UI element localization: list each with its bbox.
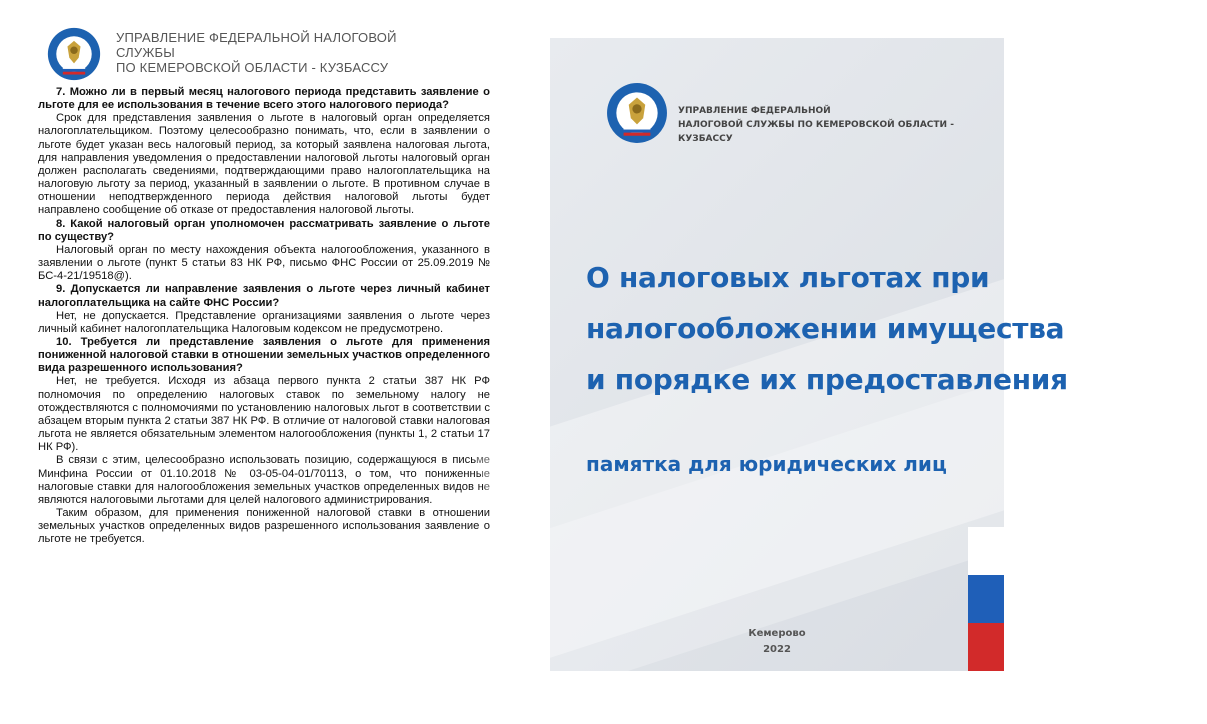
flag-blue-band bbox=[968, 575, 1004, 623]
cover-org-name bbox=[678, 104, 986, 146]
cover-org-line: НАЛОГОВОЙ СЛУЖБЫ ПО КЕМЕРОВСКОЙ ОБЛАСТИ - КУЗБАССУ bbox=[678, 120, 954, 144]
russian-flag-stripe bbox=[968, 527, 1004, 671]
flag-red-band bbox=[968, 623, 1004, 671]
faq-answer: Налоговый орган по месту нахождения объекта налогообложения, указанного в заявлении о льготе (пункт 5 статьи 83 НК РФ, письмо ФНС России от 25.09.2019 № БС-4-21/19518@). bbox=[38, 243, 490, 283]
cover-header bbox=[606, 82, 986, 158]
org-name-line: УПРАВЛЕНИЕ ФЕДЕРАЛЬНОЙ НАЛОГОВОЙ bbox=[116, 30, 397, 45]
faq-answer: Нет, не допускается. Представление организациями заявления о льготе через личный кабинет налогоплательщика Налоговым кодексом не предусмотрено. bbox=[38, 309, 490, 335]
faq-question: 9. Допускается ли направление заявления о льготе через личный кабинет налогоплательщика на сайте ФНС России? bbox=[38, 283, 490, 309]
cover-page bbox=[550, 38, 1068, 671]
faq-question: 10. Требуется ли представление заявления о льготе для применения пониженной налоговой ставки в отношении земельных участков определенного вида разрешенного использования? bbox=[38, 335, 490, 375]
cover-title-line: и порядке их предоставления bbox=[586, 363, 1068, 396]
left-page bbox=[0, 0, 520, 724]
org-name bbox=[116, 30, 446, 75]
org-name-line: ПО КЕМЕРОВСКОЙ ОБЛАСТИ - КУЗБАССУ bbox=[116, 60, 389, 75]
faq-question: 7. Можно ли в первый месяц налогового периода представить заявление о льготе для ее использования в течение всего этого налогового периода? bbox=[38, 86, 490, 112]
left-page-header bbox=[46, 26, 446, 78]
cover-subtitle: памятка для юридических лиц bbox=[586, 452, 947, 476]
cover-title bbox=[586, 252, 1068, 405]
fns-emblem-icon bbox=[46, 26, 102, 82]
cover-title-line: О налоговых льготах при bbox=[586, 261, 990, 294]
faq-answer: Нет, не требуется. Исходя из абзаца первого пункта 2 статьи 387 НК РФ полномочия по определению налоговых ставок по земельному налогу не отождествляются с полномочиями по установлению налоговых льгот в соответствии с абзацем вторым пункта 2 статьи 387 НК РФ. В отличие от налоговой ставки налоговая льгота не является обязательным элементом налогообложения (пункты 1, 2 статьи 17 НК РФ). bbox=[38, 375, 490, 454]
faq-question: 8. Какой налоговый орган уполномочен рассматривать заявление о льготе по существу? bbox=[38, 217, 490, 243]
faq-body bbox=[38, 86, 490, 546]
cover-title-line: налогообложении имущества bbox=[586, 312, 1065, 345]
cover-place-year bbox=[550, 626, 1004, 658]
faq-answer: В связи с этим, целесообразно использовать позицию, содержащуюся в письме Минфина России от 01.10.2018 № 03-05-04-01/70113, о том, что пониженные налоговые ставки для налогообложения земельных участков определенных видов не являются налоговыми льготами для целей налогового администрирования. bbox=[38, 454, 490, 506]
faq-answer: Срок для представления заявления о льготе в налоговый орган определяется налогоплательщиком. Поэтому целесообразно понимать, что, если в заявлении о льготе будет указан весь налоговый период, за который заявлена налоговая льгота, для направления уведомления о предоставлении налоговой льготы налоговый орган должен располагать сведениями, подтверждающими право налогоплательщика на налоговую льготу за период, указанный в заявлении о льготе. В противном случае в отношении неподтвержденного периода действия налоговой льготы будет направлено сообщение об отказе от предоставления налоговой льготы. bbox=[38, 112, 490, 217]
cover-city: Кемерово bbox=[748, 628, 806, 639]
fns-emblem-icon bbox=[606, 82, 668, 144]
faq-answer: Таким образом, для применения пониженной налоговой ставки в отношении земельных участков определенных видов разрешенного использования заявление о льготе не требуется. bbox=[38, 507, 490, 546]
cover-org-line: УПРАВЛЕНИЕ ФЕДЕРАЛЬНОЙ bbox=[678, 106, 831, 116]
flag-white-band bbox=[968, 527, 1004, 575]
cover-year: 2022 bbox=[763, 644, 791, 655]
org-name-line: СЛУЖБЫ bbox=[116, 45, 175, 60]
